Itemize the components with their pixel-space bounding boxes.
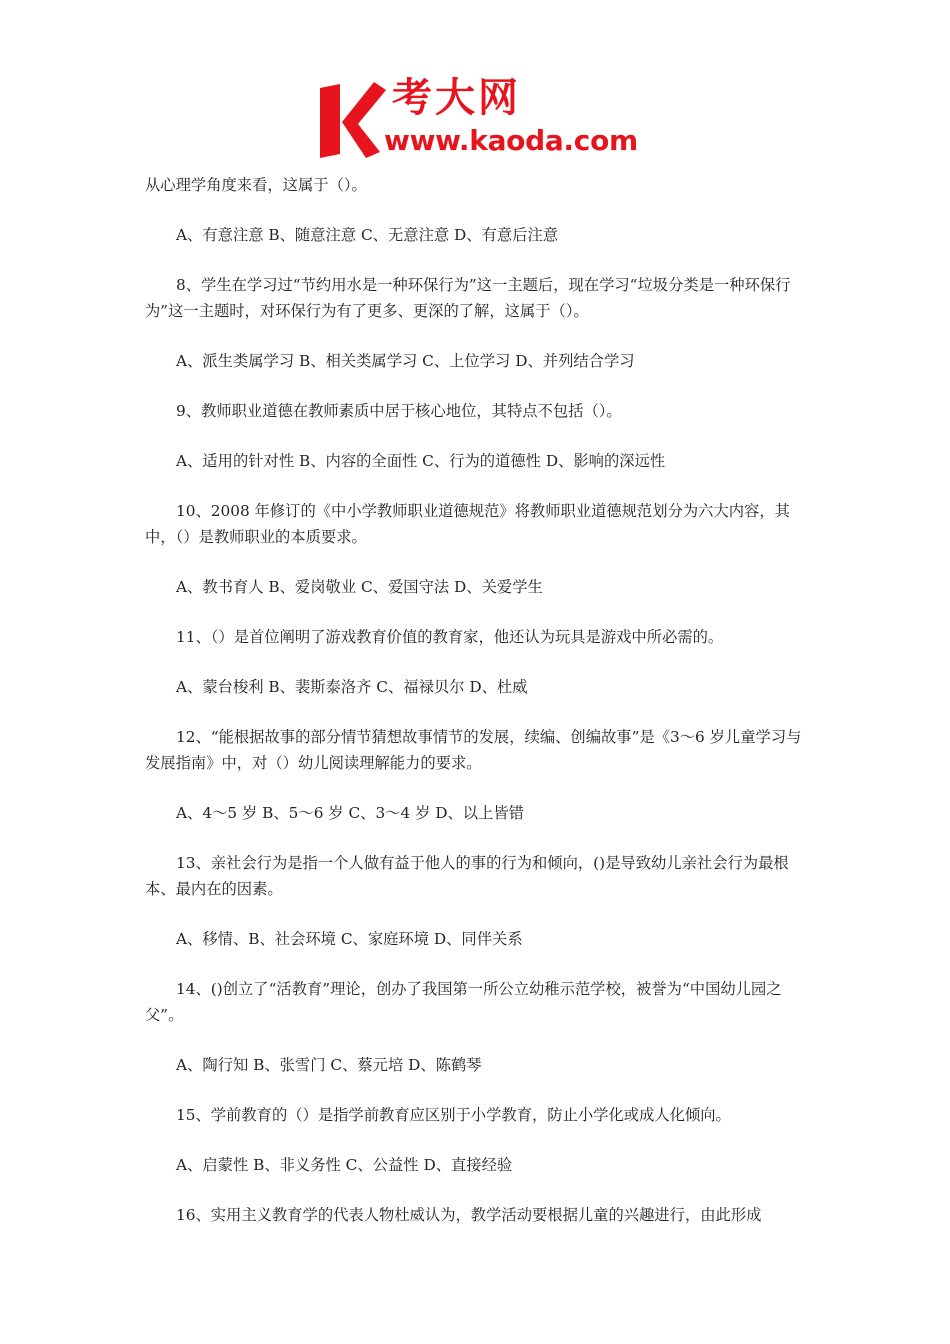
document-body	[145, 172, 810, 1252]
question-text: 8、学生在学习过“节约用水是一种环保行为”这一主题后，现在学习“垃圾分类是一种环保行为”这一主题时，对环保行为有了更多、更深的了解，这属于（）。	[145, 276, 791, 320]
logo-title: 考大网	[392, 75, 521, 121]
logo-url: www.kaoda.com	[384, 124, 638, 157]
answer-options: A、启蒙性 B、非义务性 C、公益性 D、直接经验	[176, 1156, 513, 1174]
question-text: 16、实用主义教育学的代表人物杜威认为，教学活动要根据儿童的兴趣进行，由此形成	[176, 1206, 762, 1224]
question-text: 11、（）是首位阐明了游戏教育价值的教育家，他还认为玩具是游戏中所必需的。	[176, 628, 724, 646]
question-text: 10、2008 年修订的《中小学教师职业道德规范》将教师职业道德规范划分为六大内容，其中，（）是教师职业的本质要求。	[145, 502, 790, 546]
question-text: 13、亲社会行为是指一个人做有益于他人的事的行为和倾向，()是导致幼儿亲社会行为最根本、最内在的因素。	[145, 854, 789, 898]
question-text: 9、教师职业道德在教师素质中居于核心地位，其特点不包括（）。	[176, 402, 622, 420]
question-text: 14、()创立了“活教育”理论，创办了我国第一所公立幼稚示范学校，被誉为“中国幼儿园之父”。	[145, 980, 782, 1024]
question-continuation: 从心理学角度来看，这属于（）。	[145, 176, 367, 194]
kaoda-logo	[316, 75, 641, 160]
answer-options: A、移情、B、社会环境 C、家庭环境 D、同伴关系	[176, 930, 523, 948]
answer-options: A、派生类属学习 B、相关类属学习 C、上位学习 D、并列结合学习	[176, 352, 635, 370]
answer-options: A、陶行知 B、张雪门 C、蔡元培 D、陈鹤琴	[176, 1056, 482, 1074]
answer-options: A、4～5 岁 B、5～6 岁 C、3～4 岁 D、以上皆错	[176, 804, 524, 822]
answer-options: A、教书育人 B、爱岗敬业 C、爱国守法 D、关爱学生	[176, 578, 543, 596]
logo-k-icon	[316, 78, 386, 160]
answer-options: A、蒙台梭利 B、裴斯泰洛齐 C、福禄贝尔 D、杜威	[176, 678, 528, 696]
question-text: 12、“能根据故事的部分情节猜想故事情节的发展，续编、创编故事”是《3～6 岁儿童学习与发展指南》中，对（）幼儿阅读理解能力的要求。	[145, 728, 802, 772]
answer-options: A、有意注意 B、随意注意 C、无意注意 D、有意后注意	[176, 226, 559, 244]
answer-options: A、适用的针对性 B、内容的全面性 C、行为的道德性 D、影响的深远性	[176, 452, 666, 470]
question-text: 15、学前教育的（）是指学前教育应区别于小学教育，防止小学化或成人化倾向。	[176, 1106, 731, 1124]
